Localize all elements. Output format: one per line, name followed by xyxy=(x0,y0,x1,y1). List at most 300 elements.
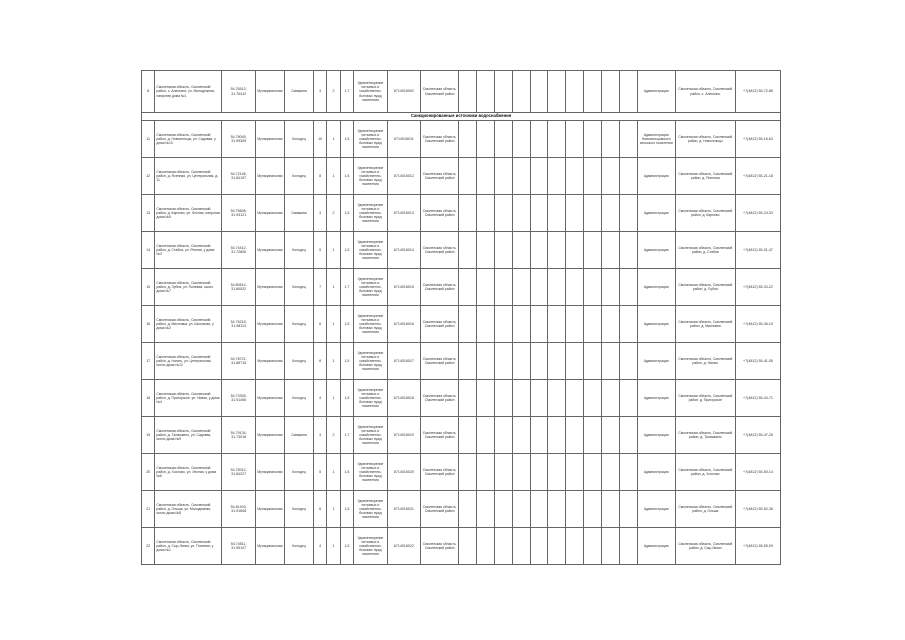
empty-cell xyxy=(601,121,619,158)
empty-cell xyxy=(584,121,602,158)
empty-cell xyxy=(476,232,494,269)
location-cell: Смоленская область, Смоленский район xyxy=(421,528,459,565)
section-row xyxy=(142,113,781,121)
row-number-cell: 11 xyxy=(142,121,155,158)
diameter-cell: 1,7 xyxy=(340,417,353,454)
empty-cell xyxy=(584,454,602,491)
ownership-cell: Муниципальная xyxy=(255,343,284,380)
location-cell: Смоленская область, Смоленский район xyxy=(421,71,459,113)
empty-cell xyxy=(619,71,637,113)
source-type-cell: Колодец xyxy=(284,454,313,491)
location-cell: Смоленская область, Смоленский район xyxy=(421,158,459,195)
coordinates-cell: 54.76215, 31.98113 xyxy=(222,306,256,343)
empty-cell xyxy=(530,269,548,306)
phone-cell: +7(4812) 55-72-86 xyxy=(735,71,780,113)
empty-cell xyxy=(459,343,477,380)
empty-cell xyxy=(494,121,512,158)
source-type-cell: Колодец xyxy=(284,232,313,269)
empty-cell xyxy=(619,343,637,380)
empty-cell xyxy=(601,158,619,195)
owner-address-cell: Смоленская область, Смоленский район, д. Нагать xyxy=(675,343,735,380)
count-cell: 1 xyxy=(327,158,340,195)
empty-cell xyxy=(584,528,602,565)
phone-cell: +7(4812) 55-44-71 xyxy=(735,380,780,417)
empty-cell xyxy=(566,306,584,343)
empty-cell xyxy=(584,306,602,343)
empty-cell xyxy=(476,306,494,343)
empty-cell xyxy=(619,232,637,269)
ownership-cell: Муниципальная xyxy=(255,528,284,565)
coordinates-cell: 54.72146, 31.84197 xyxy=(222,158,256,195)
count-cell: 1 xyxy=(327,306,340,343)
empty-cell xyxy=(476,269,494,306)
count-cell: 1 xyxy=(327,528,340,565)
location-cell: Смоленская область, Смоленский район xyxy=(421,417,459,454)
depth-cell: 6 xyxy=(313,306,326,343)
coordinates-cell: 54.74412, 31.72806 xyxy=(222,232,256,269)
coordinates-cell: 54.80514, 31.80522 xyxy=(222,269,256,306)
owner-cell: Администрация xyxy=(637,343,675,380)
empty-cell xyxy=(584,491,602,528)
empty-cell xyxy=(530,121,548,158)
ownership-cell: Муниципальная xyxy=(255,269,284,306)
empty-cell xyxy=(512,380,530,417)
owner-address-cell: Смоленская область, Смоленский район, д. Сыр-Липки xyxy=(675,528,735,565)
purpose-cell: Удовлетворение питьевых и хозяйственно-бытовых нужд населения xyxy=(354,491,388,528)
phone-cell: +7(4812) 55-55-09 xyxy=(735,528,780,565)
empty-cell xyxy=(459,71,477,113)
empty-cell xyxy=(530,380,548,417)
location-cell: Смоленская область, Смоленский район xyxy=(421,269,459,306)
coordinates-cell: 54.76513, 31.76412 xyxy=(222,71,256,113)
source-type-cell: Колодец xyxy=(284,269,313,306)
empty-cell xyxy=(459,121,477,158)
empty-cell xyxy=(584,232,602,269)
diameter-cell: 1,7 xyxy=(340,71,353,113)
owner-address-cell: Смоленская область, Смоленский район, д. Стабна xyxy=(675,232,735,269)
empty-cell xyxy=(476,71,494,113)
empty-cell xyxy=(601,491,619,528)
empty-cell xyxy=(548,491,566,528)
empty-cell xyxy=(459,454,477,491)
count-cell: 2 xyxy=(327,71,340,113)
empty-cell xyxy=(548,232,566,269)
purpose-cell: Удовлетворение питьевых и хозяйственно-бытовых нужд населения xyxy=(354,417,388,454)
empty-cell xyxy=(548,71,566,113)
empty-cell xyxy=(619,380,637,417)
ownership-cell: Муниципальная xyxy=(255,306,284,343)
registry-number-cell: 6714016021 xyxy=(387,491,421,528)
depth-cell: 10 xyxy=(313,121,326,158)
empty-cell xyxy=(584,343,602,380)
table-row xyxy=(142,306,781,343)
table-body xyxy=(142,71,781,565)
row-number-cell: 15 xyxy=(142,269,155,306)
empty-cell xyxy=(566,491,584,528)
empty-cell xyxy=(512,195,530,232)
empty-cell xyxy=(566,343,584,380)
empty-cell xyxy=(584,269,602,306)
ownership-cell: Муниципальная xyxy=(255,454,284,491)
depth-cell: 5 xyxy=(313,454,326,491)
phone-cell: +7(4812) 55-16-63 xyxy=(735,121,780,158)
registry-number-cell: 6714016020 xyxy=(387,454,421,491)
empty-cell xyxy=(566,380,584,417)
purpose-cell: Удовлетворение питьевых и хозяйственно-бытовых нужд населения xyxy=(354,71,388,113)
owner-cell: Администрация xyxy=(637,528,675,565)
ownership-cell: Муниципальная xyxy=(255,491,284,528)
address-cell: Смоленская область, Смоленский район, д. Лубня, ул. Полевая, около дома №7 xyxy=(155,269,222,306)
depth-cell: 3 xyxy=(313,195,326,232)
diameter-cell: 1,5 xyxy=(340,454,353,491)
empty-cell xyxy=(601,528,619,565)
registry-number-cell: 6714016018 xyxy=(387,380,421,417)
table-row xyxy=(142,195,781,232)
empty-cell xyxy=(494,380,512,417)
registry-number-cell: 6714016022 xyxy=(387,528,421,565)
diameter-cell: 1,7 xyxy=(340,269,353,306)
count-cell: 1 xyxy=(327,121,340,158)
owner-cell: Администрация xyxy=(637,380,675,417)
empty-cell xyxy=(476,195,494,232)
coordinates-cell: 54.75608, 31.93121 xyxy=(222,195,256,232)
depth-cell: 4 xyxy=(313,528,326,565)
empty-cell xyxy=(459,417,477,454)
empty-cell xyxy=(459,306,477,343)
empty-cell xyxy=(619,454,637,491)
table-row xyxy=(142,158,781,195)
coordinates-cell: 54.75012, 31.84227 xyxy=(222,454,256,491)
location-cell: Смоленская область, Смоленский район xyxy=(421,195,459,232)
address-cell: Смоленская область, Смоленский район, д. Михновка, ул. Школьная, у дома №2 xyxy=(155,306,222,343)
source-type-cell: Скважина xyxy=(284,71,313,113)
diameter-cell: 1,5 xyxy=(340,195,353,232)
empty-cell xyxy=(601,269,619,306)
purpose-cell: Удовлетворение питьевых и хозяйственно-бытовых нужд населения xyxy=(354,158,388,195)
address-cell: Смоленская область, Смоленский район, д. Сыр-Липки, ул. Полевая, у дома №1 xyxy=(155,528,222,565)
diameter-cell: 1,5 xyxy=(340,121,353,158)
purpose-cell: Удовлетворение питьевых и хозяйственно-бытовых нужд населения xyxy=(354,121,388,158)
source-type-cell: Колодец xyxy=(284,158,313,195)
empty-cell xyxy=(512,232,530,269)
phone-cell: +7(4812) 55-33-22 xyxy=(735,269,780,306)
count-cell: 2 xyxy=(327,417,340,454)
ownership-cell: Муниципальная xyxy=(255,232,284,269)
diameter-cell: 1,5 xyxy=(340,158,353,195)
empty-cell xyxy=(530,232,548,269)
empty-cell xyxy=(619,158,637,195)
coordinates-cell: 54.73305, 31.91406 xyxy=(222,380,256,417)
ownership-cell: Муниципальная xyxy=(255,195,284,232)
purpose-cell: Удовлетворение питьевых и хозяйственно-бытовых нужд населения xyxy=(354,380,388,417)
owner-address-cell: Смоленская область, Смоленский район, д. Ольша xyxy=(675,491,735,528)
empty-cell xyxy=(512,71,530,113)
ownership-cell: Муниципальная xyxy=(255,121,284,158)
empty-cell xyxy=(530,491,548,528)
empty-cell xyxy=(512,491,530,528)
empty-cell xyxy=(459,232,477,269)
empty-cell xyxy=(601,232,619,269)
empty-cell xyxy=(476,417,494,454)
row-number-cell: 19 xyxy=(142,417,155,454)
empty-cell xyxy=(494,417,512,454)
empty-cell xyxy=(494,306,512,343)
empty-cell xyxy=(566,417,584,454)
section-heading: Санкционированные источники водоснабжения xyxy=(142,113,781,121)
row-number-cell: 13 xyxy=(142,195,155,232)
empty-cell xyxy=(548,380,566,417)
owner-address-cell: Смоленская область, Смоленский район, д. Хохлово xyxy=(675,454,735,491)
empty-cell xyxy=(601,343,619,380)
table-row xyxy=(142,417,781,454)
registry-number-cell: 6714016002 xyxy=(387,71,421,113)
empty-cell xyxy=(530,158,548,195)
count-cell: 1 xyxy=(327,343,340,380)
owner-address-cell: Смоленская область, Смоленский район, д. Лубня xyxy=(675,269,735,306)
count-cell: 1 xyxy=(327,454,340,491)
address-cell: Смоленская область, Смоленский район, с. Алексино, ул. Молодежная, напротив дома №1 xyxy=(155,71,222,113)
registry-number-cell: 6714016015 xyxy=(387,269,421,306)
empty-cell xyxy=(584,417,602,454)
address-cell: Смоленская область, Смоленский район, д. Карпово, ул. Лесная, напротив дома №5 xyxy=(155,195,222,232)
address-cell: Смоленская область, Смоленский район, д. Нагать, ул. Центральная, около дома №12 xyxy=(155,343,222,380)
depth-cell: 8 xyxy=(313,343,326,380)
empty-cell xyxy=(601,71,619,113)
empty-cell xyxy=(512,158,530,195)
empty-cell xyxy=(548,417,566,454)
empty-cell xyxy=(512,269,530,306)
phone-cell: +7(4812) 55-41-05 xyxy=(735,343,780,380)
empty-cell xyxy=(512,528,530,565)
owner-address-cell: Смоленская область, Смоленский район, д. Михновка xyxy=(675,306,735,343)
phone-cell: +7(4812) 55-24-33 xyxy=(735,195,780,232)
table-row xyxy=(142,454,781,491)
empty-cell xyxy=(459,528,477,565)
purpose-cell: Удовлетворение питьевых и хозяйственно-бытовых нужд населения xyxy=(354,528,388,565)
count-cell: 2 xyxy=(327,195,340,232)
coordinates-cell: 54.81403, 31.91608 xyxy=(222,491,256,528)
empty-cell xyxy=(548,269,566,306)
depth-cell: 5 xyxy=(313,232,326,269)
empty-cell xyxy=(512,454,530,491)
empty-cell xyxy=(494,158,512,195)
empty-cell xyxy=(566,269,584,306)
empty-cell xyxy=(584,195,602,232)
source-type-cell: Колодец xyxy=(284,306,313,343)
address-cell: Смоленская область, Смоленский район, д. Ясенная, ул. Центральная, д. 11 xyxy=(155,158,222,195)
owner-cell: Администрация xyxy=(637,269,675,306)
empty-cell xyxy=(476,380,494,417)
empty-cell xyxy=(619,269,637,306)
depth-cell: 3 xyxy=(313,71,326,113)
purpose-cell: Удовлетворение питьевых и хозяйственно-бытовых нужд населения xyxy=(354,454,388,491)
empty-cell xyxy=(601,195,619,232)
row-number-cell: 8 xyxy=(142,71,155,113)
location-cell: Смоленская область, Смоленский район xyxy=(421,343,459,380)
empty-cell xyxy=(619,195,637,232)
row-number-cell: 20 xyxy=(142,454,155,491)
owner-cell: Администрация xyxy=(637,158,675,195)
empty-cell xyxy=(566,121,584,158)
empty-cell xyxy=(459,158,477,195)
empty-cell xyxy=(566,232,584,269)
empty-cell xyxy=(459,195,477,232)
address-cell: Смоленская область, Смоленский район, д. Новосельцы, ул. Садовая, у дома №10 xyxy=(155,121,222,158)
empty-cell xyxy=(494,71,512,113)
count-cell: 1 xyxy=(327,491,340,528)
empty-cell xyxy=(530,306,548,343)
registry-number-cell: 6714016013 xyxy=(387,195,421,232)
empty-cell xyxy=(512,306,530,343)
registry-number-cell: 6714016011 xyxy=(387,121,421,158)
source-type-cell: Колодец xyxy=(284,491,313,528)
owner-cell: Администрация xyxy=(637,454,675,491)
phone-cell: +7(4812) 55-52-36 xyxy=(735,491,780,528)
diameter-cell: 1,5 xyxy=(340,306,353,343)
empty-cell xyxy=(459,491,477,528)
empty-cell xyxy=(476,454,494,491)
owner-address-cell: Смоленская область, Смоленский район, д. Пригорское xyxy=(675,380,735,417)
table-row xyxy=(142,232,781,269)
empty-cell xyxy=(512,121,530,158)
owner-cell: Администрация xyxy=(637,491,675,528)
empty-cell xyxy=(494,528,512,565)
owner-address-cell: Смоленская область, Смоленский район, д. Карпово xyxy=(675,195,735,232)
empty-cell xyxy=(584,380,602,417)
source-type-cell: Скважина xyxy=(284,195,313,232)
water-sources-table xyxy=(141,70,781,565)
phone-cell: +7(4812) 55-31-47 xyxy=(735,232,780,269)
owner-address-cell: Смоленская область, Смоленский район, д. Ясенная xyxy=(675,158,735,195)
owner-cell: Администрация xyxy=(637,232,675,269)
registry-number-cell: 6714016019 xyxy=(387,417,421,454)
depth-cell: 3 xyxy=(313,417,326,454)
document-sheet xyxy=(141,70,781,570)
purpose-cell: Удовлетворение питьевых и хозяйственно-бытовых нужд населения xyxy=(354,306,388,343)
diameter-cell: 1,5 xyxy=(340,528,353,565)
registry-number-cell: 6714016012 xyxy=(387,158,421,195)
diameter-cell: 1,5 xyxy=(340,343,353,380)
empty-cell xyxy=(566,195,584,232)
owner-cell: Администрация Новосельцовского сельского поселения xyxy=(637,121,675,158)
location-cell: Смоленская область, Смоленский район xyxy=(421,491,459,528)
empty-cell xyxy=(494,454,512,491)
empty-cell xyxy=(601,454,619,491)
depth-cell: 4 xyxy=(313,380,326,417)
owner-cell: Администрация xyxy=(637,306,675,343)
empty-cell xyxy=(566,158,584,195)
empty-cell xyxy=(601,380,619,417)
table-row xyxy=(142,269,781,306)
empty-cell xyxy=(494,269,512,306)
row-number-cell: 16 xyxy=(142,306,155,343)
empty-cell xyxy=(566,528,584,565)
phone-cell: +7(4812) 55-47-28 xyxy=(735,417,780,454)
empty-cell xyxy=(494,343,512,380)
location-cell: Смоленская область, Смоленский район xyxy=(421,232,459,269)
ownership-cell: Муниципальная xyxy=(255,71,284,113)
empty-cell xyxy=(619,528,637,565)
empty-cell xyxy=(548,306,566,343)
empty-cell xyxy=(619,121,637,158)
source-type-cell: Колодец xyxy=(284,121,313,158)
table-row xyxy=(142,121,781,158)
empty-cell xyxy=(530,528,548,565)
empty-cell xyxy=(548,158,566,195)
owner-address-cell: Смоленская область, Смоленский район, с. Алексино xyxy=(675,71,735,113)
address-cell: Смоленская область, Смоленский район, д. Стабна, ул. Речная, у дома №3 xyxy=(155,232,222,269)
row-number-cell: 14 xyxy=(142,232,155,269)
depth-cell: 8 xyxy=(313,158,326,195)
location-cell: Смоленская область, Смоленский район xyxy=(421,454,459,491)
address-cell: Смоленская область, Смоленский район, д. Талашкино, ул. Садовая, около дома №9 xyxy=(155,417,222,454)
ownership-cell: Муниципальная xyxy=(255,158,284,195)
owner-cell: Администрация xyxy=(637,195,675,232)
table-row xyxy=(142,343,781,380)
registry-number-cell: 6714016014 xyxy=(387,232,421,269)
empty-cell xyxy=(548,528,566,565)
row-number-cell: 18 xyxy=(142,380,155,417)
empty-cell xyxy=(566,454,584,491)
empty-cell xyxy=(459,269,477,306)
empty-cell xyxy=(530,195,548,232)
coordinates-cell: 54.78721, 31.88715 xyxy=(222,343,256,380)
empty-cell xyxy=(548,195,566,232)
source-type-cell: Колодец xyxy=(284,528,313,565)
diameter-cell: 1,5 xyxy=(340,232,353,269)
empty-cell xyxy=(476,343,494,380)
row-number-cell: 12 xyxy=(142,158,155,195)
ownership-cell: Муниципальная xyxy=(255,417,284,454)
empty-cell xyxy=(476,491,494,528)
location-cell: Смоленская область, Смоленский район xyxy=(421,121,459,158)
table-row xyxy=(142,71,781,113)
empty-cell xyxy=(548,454,566,491)
empty-cell xyxy=(566,71,584,113)
location-cell: Смоленская область, Смоленский район xyxy=(421,380,459,417)
empty-cell xyxy=(494,491,512,528)
empty-cell xyxy=(476,528,494,565)
empty-cell xyxy=(584,71,602,113)
empty-cell xyxy=(512,417,530,454)
purpose-cell: Удовлетворение питьевых и хозяйственно-бытовых нужд населения xyxy=(354,232,388,269)
empty-cell xyxy=(530,417,548,454)
empty-cell xyxy=(459,380,477,417)
source-type-cell: Колодец xyxy=(284,380,313,417)
purpose-cell: Удовлетворение питьевых и хозяйственно-бытовых нужд населения xyxy=(354,343,388,380)
registry-number-cell: 6714016016 xyxy=(387,306,421,343)
address-cell: Смоленская область, Смоленский район, д. Пригорское, ул. Новая, у дома №4 xyxy=(155,380,222,417)
source-type-cell: Колодец xyxy=(284,343,313,380)
phone-cell: +7(4812) 55-21-18 xyxy=(735,158,780,195)
empty-cell xyxy=(619,417,637,454)
empty-cell xyxy=(476,121,494,158)
empty-cell xyxy=(584,158,602,195)
count-cell: 1 xyxy=(327,380,340,417)
purpose-cell: Удовлетворение питьевых и хозяйственно-бытовых нужд населения xyxy=(354,195,388,232)
row-number-cell: 21 xyxy=(142,491,155,528)
count-cell: 1 xyxy=(327,269,340,306)
diameter-cell: 1,5 xyxy=(340,380,353,417)
ownership-cell: Муниципальная xyxy=(255,380,284,417)
location-cell: Смоленская область, Смоленский район xyxy=(421,306,459,343)
owner-cell: Администрация xyxy=(637,71,675,113)
diameter-cell: 1,5 xyxy=(340,491,353,528)
empty-cell xyxy=(548,343,566,380)
empty-cell xyxy=(548,121,566,158)
phone-cell: +7(4812) 55-50-14 xyxy=(735,454,780,491)
empty-cell xyxy=(619,306,637,343)
